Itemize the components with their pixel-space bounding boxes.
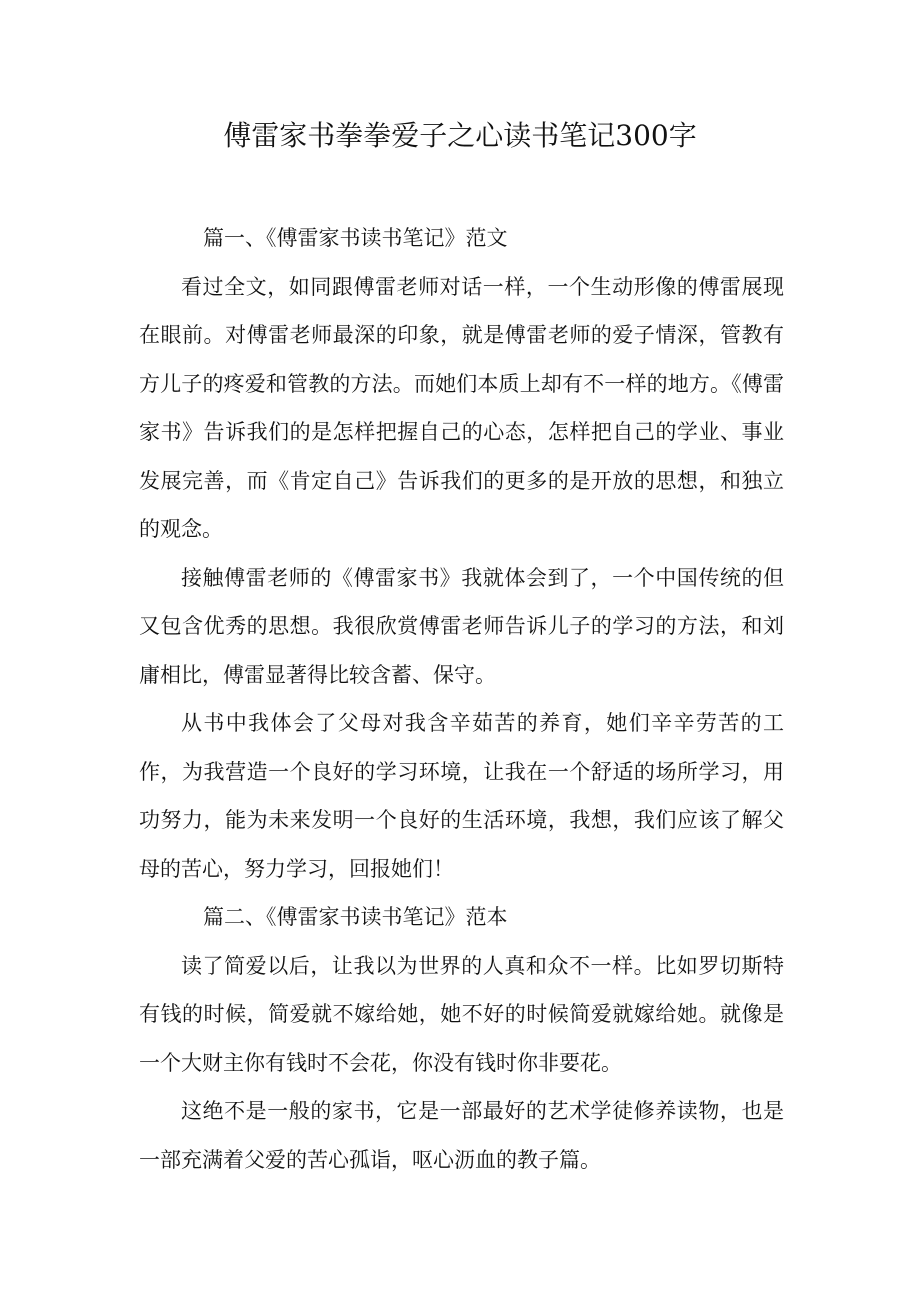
paragraph: 这绝不是一般的家书，它是一部最好的艺术学徒修养读物，也是一部充满着父爱的苦心孤诣，呕心沥血的教子篇。 [139,1099,784,1172]
paragraph: 接触傅雷老师的《傅雷家书》我就体会到了，一个中国传统的但又包含优秀的思想。我很欣赏傅雷老师告诉儿子的学习的方法，和刘庸相比，傅雷显著得比较含蓄、保守。 [139,565,784,687]
paragraph: 读了简爱以后，让我以为世界的人真和众不一样。比如罗切斯特有钱的时候，简爱就不嫁给她，她不好的时候简爱就嫁给她。就像是一个大财主你有钱时不会花，你没有钱时你非要花。 [139,953,784,1075]
document-title: 傅雷家书拳拳爱子之心读书笔记300字 [223,119,697,152]
paragraph: 看过全文，如同跟傅雷老师对话一样，一个生动形像的傅雷展现在眼前。对傅雷老师最深的印象，就是傅雷老师的爱子情深，管教有方儿子的疼爱和管教的方法。而她们本质上却有不一样的地方。《傅雷家书》告诉我们的是怎样把握自己的心态，怎样把自己的学业、事业发展完善，而《肯定自己》告诉我们的更多的是开放的思想，和独立的观念。 [139,274,784,541]
section-heading: 篇二、《傅雷家书读书笔记》范本 [203,905,508,929]
paragraph: 从书中我体会了父母对我含辛茹苦的养育，她们辛辛劳苦的工作，为我营造一个良好的学习环境，让我在一个舒适的场所学习，用功努力，能为未来发明一个良好的生活环境，我想，我们应该了解父母的苦心，努力学习，回报她们！ [139,711,784,881]
section-heading: 篇一、《傅雷家书读书笔记》范文 [203,226,508,250]
document-body [139,214,784,1184]
